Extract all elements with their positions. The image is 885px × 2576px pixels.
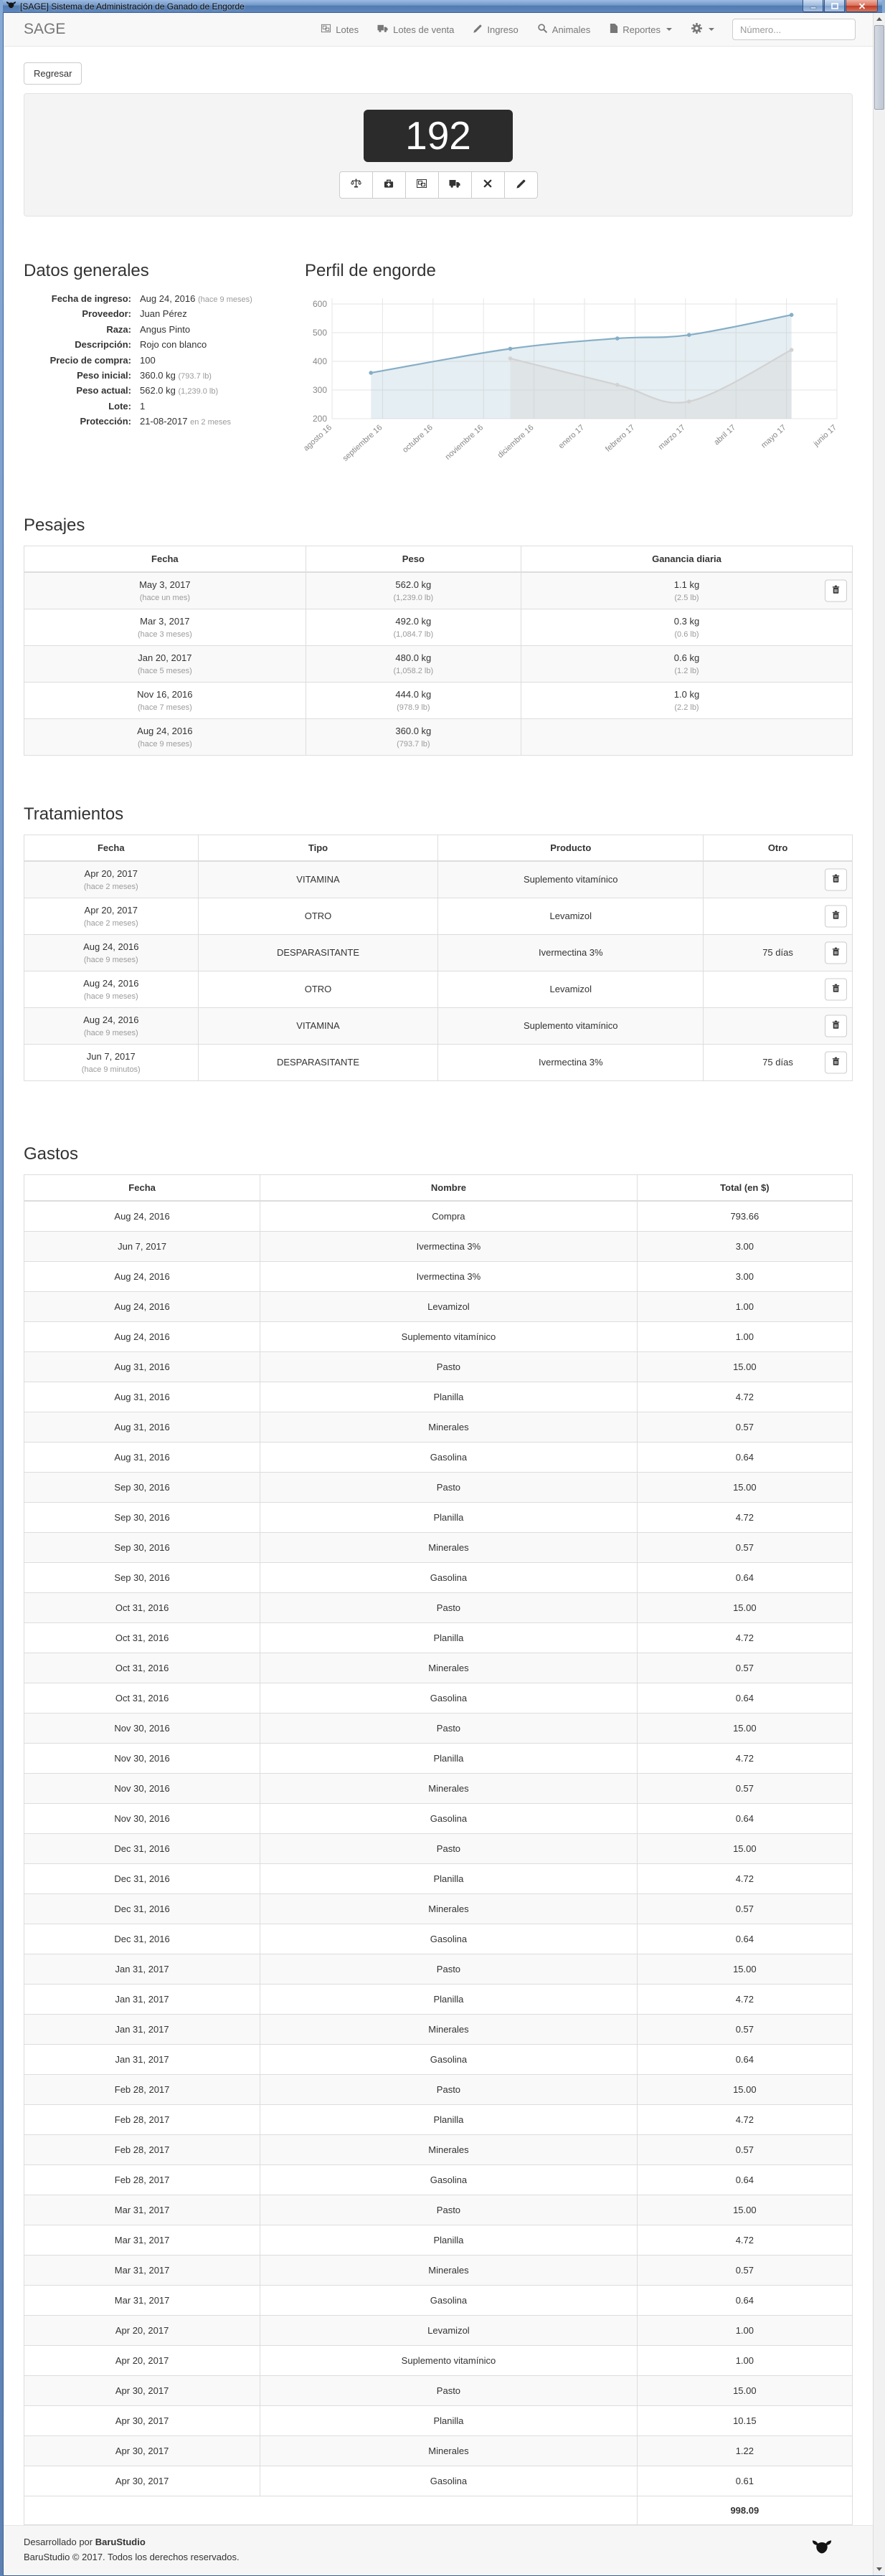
pesaje-row: Aug 24, 2016 (hace 9 meses) 360.0 kg (793.7 lb) — [24, 718, 853, 755]
gastos-col-nombre: Nombre — [260, 1174, 638, 1201]
perfil-engorde-section — [302, 260, 853, 467]
delete-tratamiento-button[interactable] — [825, 868, 847, 890]
treatment-button[interactable] — [372, 171, 406, 199]
pesajes-col-fecha: Fecha — [24, 546, 306, 572]
page — [4, 13, 873, 2575]
scroll-down-button[interactable] — [874, 2563, 885, 2575]
gasto-row: Jan 31, 2017 Gasolina 0.64 — [24, 2044, 853, 2074]
scrollbar-thumb[interactable] — [874, 25, 884, 110]
gasto-row: Apr 30, 2017 Gasolina 0.61 — [24, 2466, 853, 2496]
svg-text:mayo 17: mayo 17 — [759, 423, 788, 450]
truck-icon — [377, 23, 389, 36]
nav-item-reportes[interactable]: Reportes — [601, 17, 680, 42]
gasto-row: Oct 31, 2016 Planilla 4.72 — [24, 1622, 853, 1653]
animal-number-badge: 192 — [364, 110, 513, 162]
nav-item-lotes-de-venta[interactable]: Lotes de venta — [369, 17, 462, 42]
gasto-row: Oct 31, 2016 Pasto 15.00 — [24, 1592, 853, 1622]
bull-icon — [6, 0, 16, 12]
pesajes-section — [24, 515, 853, 756]
truck-icon — [449, 178, 461, 191]
svg-text:abril 17: abril 17 — [712, 423, 738, 447]
gasto-row: Nov 30, 2016 Pasto 15.00 — [24, 1713, 853, 1743]
gasto-row: Nov 30, 2016 Planilla 4.72 — [24, 1743, 853, 1773]
datos-field: Proveedor: Juan Pérez — [82, 308, 187, 320]
svg-text:octubre 16: octubre 16 — [401, 423, 435, 455]
sell-button[interactable] — [438, 171, 472, 199]
gasto-row: Mar 31, 2017 Gasolina 0.64 — [24, 2285, 853, 2315]
trash-icon — [831, 1056, 841, 1068]
svg-text:200: 200 — [312, 413, 327, 424]
numero-search-input[interactable] — [732, 19, 856, 40]
navbar — [4, 13, 873, 47]
close-button[interactable] — [846, 0, 878, 12]
gasto-row: Sep 30, 2016 Pasto 15.00 — [24, 1472, 853, 1502]
svg-text:septiembre 16: septiembre 16 — [341, 423, 384, 463]
trash-icon — [831, 910, 841, 922]
gasto-row: Aug 31, 2016 Gasolina 0.64 — [24, 1442, 853, 1472]
svg-text:500: 500 — [312, 327, 327, 338]
gasto-row: Dec 31, 2016 Gasolina 0.64 — [24, 1924, 853, 1954]
trash-icon — [831, 946, 841, 959]
balance-scale-icon — [350, 178, 362, 191]
tratamiento-row: Jun 7, 2017 (hace 9 minutos) DESPARASITANTE Ivermectina 3% 75 días — [24, 1044, 853, 1080]
gasto-row: Mar 31, 2017 Minerales 0.57 — [24, 2255, 853, 2285]
datos-generales-title: Datos generales — [24, 260, 149, 280]
datos-field: Fecha de ingreso: Aug 24, 2016 (hace 9 meses) — [51, 293, 252, 304]
pencil-icon — [473, 24, 483, 36]
times-icon — [483, 179, 493, 191]
chevron-down-icon — [666, 28, 672, 31]
main-content — [4, 47, 873, 2525]
gasto-row: Aug 24, 2016 Suplemento vitamínico 1.00 — [24, 1321, 853, 1351]
gasto-row: Apr 30, 2017 Minerales 1.22 — [24, 2435, 853, 2466]
tratamiento-row: Aug 24, 2016 (hace 9 meses) VITAMINA Suplemento vitamínico — [24, 1007, 853, 1044]
gastos-total-value: 998.09 — [637, 2496, 852, 2524]
datos-field: Peso actual: 562.0 kg (1,239.0 lb) — [76, 385, 219, 396]
pesaje-row: Jan 20, 2017 (hace 5 meses) 480.0 kg (1,058.2 lb) 0.6 kg (1.2 lb) — [24, 645, 853, 682]
gastos-total-row — [24, 2496, 853, 2524]
tratamientos-section — [24, 804, 853, 1081]
object-group-icon — [321, 23, 331, 36]
trash-icon — [831, 584, 841, 597]
gasto-row: Feb 28, 2017 Planilla 4.72 — [24, 2104, 853, 2134]
gastos-col-total: Total (en $) — [637, 1174, 852, 1201]
pesajes-col-ganancia: Ganancia diaria — [521, 546, 852, 572]
gasto-row: Aug 24, 2016 Compra 793.66 — [24, 1201, 853, 1232]
nav-item-ingreso[interactable]: Ingreso — [465, 18, 526, 42]
delete-tratamiento-button[interactable] — [825, 941, 847, 964]
animal-header-panel — [24, 93, 853, 217]
medkit-icon — [383, 179, 394, 191]
gasto-row: Apr 30, 2017 Planilla 10.15 — [24, 2405, 853, 2435]
tratamiento-row: Apr 20, 2017 (hace 2 meses) VITAMINA Suplemento vitamínico — [24, 861, 853, 898]
gasto-row: Feb 28, 2017 Minerales 0.57 — [24, 2134, 853, 2164]
svg-text:junio 17: junio 17 — [812, 423, 839, 448]
delete-tratamiento-button[interactable] — [825, 978, 847, 1000]
pesaje-row: May 3, 2017 (hace un mes) 562.0 kg (1,239.0 lb) 1.1 kg (2.5 lb) — [24, 572, 853, 609]
window-title: [SAGE] Sistema de Administración de Ganado de Engorde — [20, 1, 245, 11]
gasto-row: Feb 28, 2017 Pasto 15.00 — [24, 2074, 853, 2104]
gasto-row: Nov 30, 2016 Gasolina 0.64 — [24, 1803, 853, 1833]
svg-text:marzo 17: marzo 17 — [656, 423, 687, 452]
pesajes-table — [24, 546, 853, 756]
gasto-row: Oct 31, 2016 Minerales 0.57 — [24, 1653, 853, 1683]
trash-icon — [831, 1020, 841, 1032]
tratamiento-row: Aug 24, 2016 (hace 9 meses) OTRO Levamizol — [24, 971, 853, 1007]
gasto-row: Aug 31, 2016 Pasto 15.00 — [24, 1351, 853, 1382]
pesaje-row: Nov 16, 2016 (hace 7 meses) 444.0 kg (978.9 lb) 1.0 kg (2.2 lb) — [24, 682, 853, 718]
pencil-icon — [516, 179, 526, 191]
gastos-title: Gastos — [24, 1144, 79, 1164]
tratamientos-title: Tratamientos — [24, 804, 124, 824]
trash-icon — [831, 873, 841, 885]
datos-generales-list — [24, 291, 288, 429]
gasto-row: Mar 31, 2017 Pasto 15.00 — [24, 2195, 853, 2225]
weigh-button[interactable] — [339, 171, 373, 199]
edit-button[interactable] — [504, 171, 538, 199]
datos-generales-section — [24, 261, 288, 467]
datos-field: Peso inicial: 360.0 kg (793.7 lb) — [77, 369, 212, 381]
tratamiento-row: Aug 24, 2016 (hace 9 meses) DESPARASITANTE Ivermectina 3% 75 días — [24, 934, 853, 971]
svg-text:600: 600 — [312, 298, 327, 309]
footer-copyright: BaruStudio © 2017. Todos los derechos reservados. — [24, 2551, 240, 2562]
tratamientos-col-otro: Otro — [704, 835, 853, 861]
gasto-row: Aug 24, 2016 Levamizol 1.00 — [24, 1291, 853, 1321]
tratamientos-table — [24, 835, 853, 1081]
tratamiento-row: Apr 20, 2017 (hace 2 meses) OTRO Levamizol — [24, 898, 853, 934]
gasto-row: Jan 31, 2017 Minerales 0.57 — [24, 2014, 853, 2044]
gasto-row: Nov 30, 2016 Minerales 0.57 — [24, 1773, 853, 1803]
assign-lot-button[interactable] — [405, 171, 439, 199]
gasto-row: Sep 30, 2016 Gasolina 0.64 — [24, 1562, 853, 1592]
search-icon — [537, 23, 548, 36]
window-titlebar — [3, 0, 882, 12]
svg-text:300: 300 — [312, 384, 327, 395]
delete-pesaje-button[interactable] — [825, 579, 847, 602]
chevron-down-icon — [709, 28, 714, 31]
gastos-table — [24, 1174, 853, 2525]
svg-text:agosto 16: agosto 16 — [302, 423, 334, 453]
datos-field: Raza: Angus Pinto — [106, 323, 191, 335]
gasto-row: Apr 20, 2017 Levamizol 1.00 — [24, 2315, 853, 2345]
gasto-row: Apr 30, 2017 Pasto 15.00 — [24, 2375, 853, 2405]
delete-tratamiento-button[interactable] — [825, 905, 847, 927]
datos-field: Lote: 1 — [108, 400, 146, 412]
nav-item-lotes[interactable]: Lotes — [313, 17, 366, 42]
gasto-row: Jun 7, 2017 Ivermectina 3% 3.00 — [24, 1231, 853, 1261]
maximize-button[interactable] — [824, 0, 845, 12]
gasto-row: Aug 31, 2016 Planilla 4.72 — [24, 1382, 853, 1412]
svg-text:noviembre 16: noviembre 16 — [443, 423, 486, 462]
svg-text:enero 17: enero 17 — [557, 423, 587, 451]
animal-actions — [339, 171, 538, 199]
scroll-up-button[interactable] — [874, 13, 885, 25]
pesajes-title: Pesajes — [24, 515, 85, 535]
svg-text:diciembre 16: diciembre 16 — [496, 423, 536, 460]
minimize-button[interactable] — [803, 0, 823, 12]
tratamientos-col-producto: Producto — [438, 835, 704, 861]
svg-text:400: 400 — [312, 356, 327, 366]
file-icon — [609, 23, 618, 36]
perfil-engorde-title: Perfil de engorde — [305, 260, 436, 280]
gasto-row: Aug 24, 2016 Ivermectina 3% 3.00 — [24, 1261, 853, 1291]
back-button[interactable]: Regresar — [24, 62, 82, 85]
gasto-row: Sep 30, 2016 Planilla 4.72 — [24, 1502, 853, 1532]
delete-tratamiento-button[interactable] — [825, 1051, 847, 1073]
trash-icon — [831, 983, 841, 995]
footer — [4, 2525, 873, 2576]
gastos-section — [24, 1144, 853, 2525]
svg-text:febrero 17: febrero 17 — [604, 423, 637, 454]
gasto-row: Feb 28, 2017 Gasolina 0.64 — [24, 2164, 853, 2195]
perfil-chart — [302, 291, 853, 465]
gasto-row: Dec 31, 2016 Pasto 15.00 — [24, 1833, 853, 1863]
datos-field: Protección: 21-08-2017 en 2 meses — [80, 416, 231, 427]
pesaje-row: Mar 3, 2017 (hace 3 meses) 492.0 kg (1,084.7 lb) 0.3 kg (0.6 lb) — [24, 609, 853, 645]
delete-tratamiento-button[interactable] — [825, 1014, 847, 1037]
datos-field: Descripción: Rojo con blanco — [75, 339, 207, 351]
datos-field: Precio de compra: 100 — [49, 354, 156, 366]
object-group-icon — [416, 178, 427, 191]
tratamientos-col-fecha: Fecha — [24, 835, 199, 861]
gasto-row: Jan 31, 2017 Planilla 4.72 — [24, 1984, 853, 2014]
gasto-row: Jan 31, 2017 Pasto 15.00 — [24, 1954, 853, 1984]
gasto-row: Dec 31, 2016 Minerales 0.57 — [24, 1893, 853, 1924]
gastos-col-fecha: Fecha — [24, 1174, 260, 1201]
scrollbar-track[interactable] — [874, 110, 885, 2563]
bull-icon — [811, 2537, 833, 2562]
scrollbar[interactable] — [873, 13, 885, 2575]
gasto-row: Mar 31, 2017 Planilla 4.72 — [24, 2225, 853, 2255]
brand-sage[interactable]: SAGE — [24, 21, 66, 37]
remove-button[interactable] — [471, 171, 505, 199]
pesajes-col-peso: Peso — [306, 546, 521, 572]
gasto-row: Sep 30, 2016 Minerales 0.57 — [24, 1532, 853, 1562]
gasto-row: Apr 20, 2017 Suplemento vitamínico 1.00 — [24, 2345, 853, 2375]
gasto-row: Oct 31, 2016 Gasolina 0.64 — [24, 1683, 853, 1713]
gasto-row: Dec 31, 2016 Planilla 4.72 — [24, 1863, 853, 1893]
gear-icon — [691, 22, 703, 37]
footer-developed: Desarrollado por BaruStudio — [24, 2536, 146, 2547]
gasto-row: Aug 31, 2016 Minerales 0.57 — [24, 1412, 853, 1442]
nav-settings-dropdown[interactable] — [683, 16, 722, 42]
tratamientos-col-tipo: Tipo — [198, 835, 438, 861]
nav-item-animales[interactable]: Animales — [529, 17, 598, 42]
